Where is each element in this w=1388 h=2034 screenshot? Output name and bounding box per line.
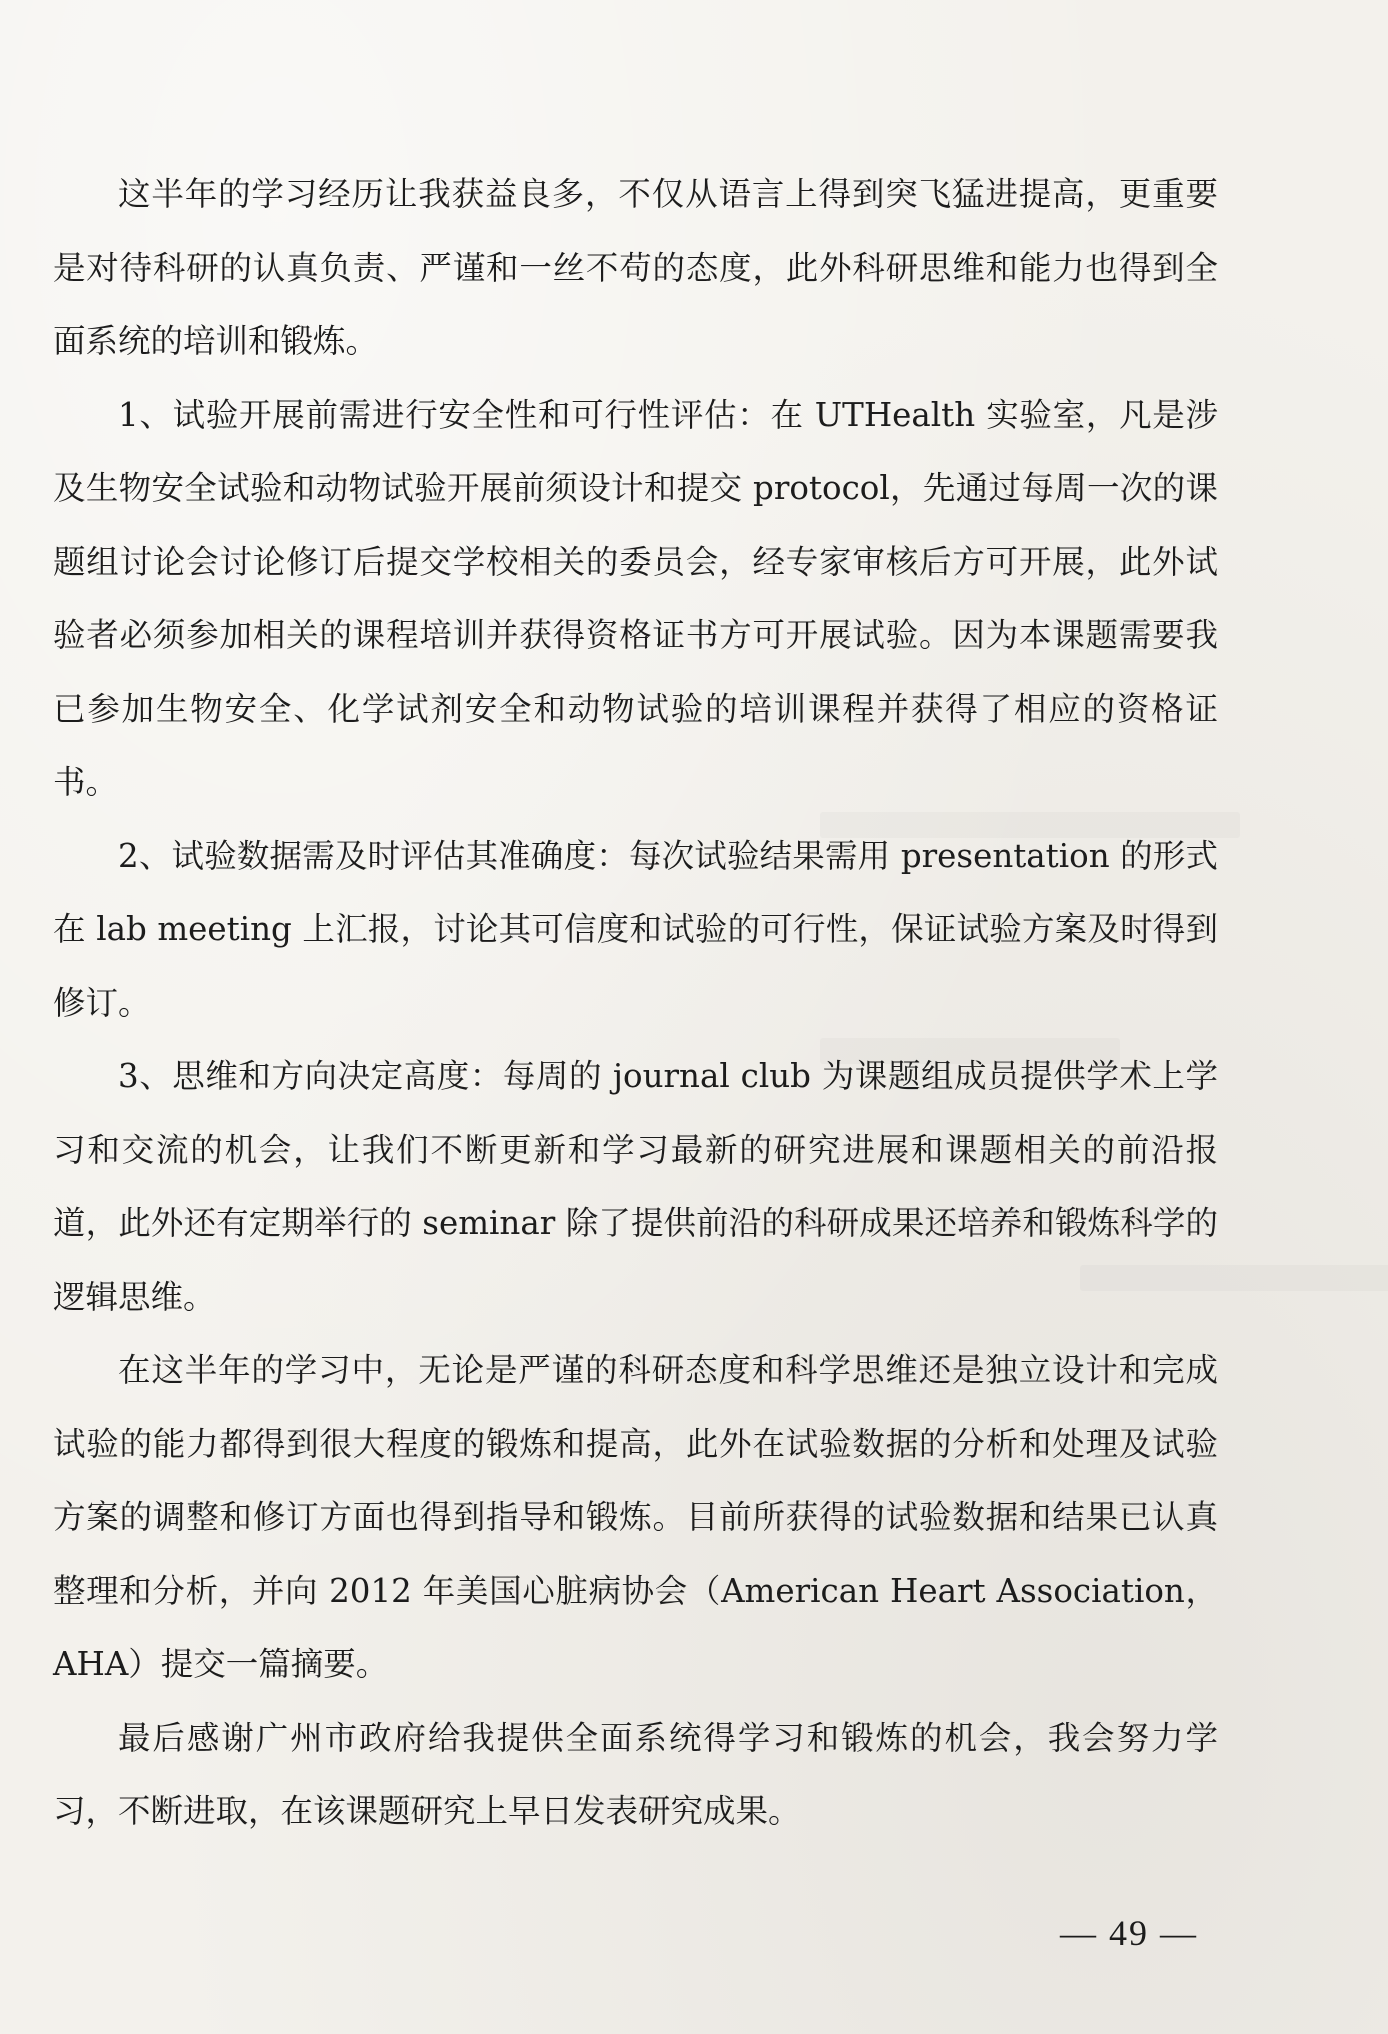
paragraph-summary: 在这半年的学习中，无论是严谨的科研态度和科学思维还是独立设计和完成试验的能力都得到很大程度的锻炼和提高，此外在试验数据的分析和处理及试验方案的调整和修订方面也得到指导和锻炼。目前所获得的试验数据和结果已认真整理和分析，并向 2012 年美国心脏病协会（American Heart Association，AHA）提交一篇摘要。 [53,1351,1218,1683]
paragraph-point-2: 2、试验数据需及时评估其准确度：每次试验结果需用 presentation 的形式在 lab meeting 上汇报，讨论其可信度和试验的可行性，保证试验方案及时得到修订。 [53,836,1218,1022]
paragraph-point-1: 1、试验开展前需进行安全性和可行性评估：在 UTHealth 实验室，凡是涉及生物安全试验和动物试验开展前须设计和提交 protocol，先通过每周一次的课题组讨论会讨论修订后提交学校相关的委员会，经专家审核后方可开展，此外试验者必须参加相关的课程培训并获得资格证书方可开展试验。因为本课题需要我已参加生物安全、化学试剂安全和动物试验的培训课程并获得了相应的资格证书。 [53,395,1218,801]
paragraph-point-3: 3、思维和方向决定高度：每周的 journal club 为课题组成员提供学术上学习和交流的机会，让我们不断更新和学习最新的研究进展和课题相关的前沿报道，此外还有定期举行的 seminar 除了提供前沿的科研成果还培养和锻炼科学的逻辑思维。 [53,1057,1218,1316]
body-text [53,158,1218,1849]
paragraph-closing: 最后感谢广州市政府给我提供全面系统得学习和锻炼的机会，我会努力学习，不断进取，在该课题研究上早日发表研究成果。 [53,1718,1218,1830]
page-number: — 49 — [1060,1913,1198,1953]
paragraph-intro: 这半年的学习经历让我获益良多，不仅从语言上得到突飞猛进提高，更重要是对待科研的认真负责、严谨和一丝不苟的态度，此外科研思维和能力也得到全面系统的培训和锻炼。 [53,175,1218,360]
